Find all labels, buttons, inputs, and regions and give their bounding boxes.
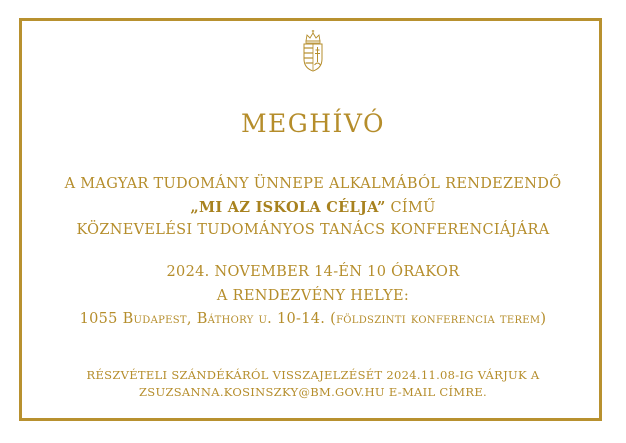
page-title: MEGHÍVÓ	[240, 109, 386, 138]
rsvp-line-2: ZSUZSANNA.KOSINSZKY@BM.GOV.HU E-MAIL CÍMRE.	[138, 385, 487, 399]
conference-title: „MI AZ ISKOLA CÉLJA”	[190, 199, 386, 216]
invitation-border	[19, 18, 602, 421]
hungarian-coat-of-arms-icon	[301, 29, 325, 73]
intro-line-2-rest: CÍMŰ	[390, 200, 436, 216]
venue-address: 1055 Budapest, Báthory u. 10-14. (földszinti konferencia terem)	[79, 311, 547, 327]
event-datetime: 2024. NOVEMBER 14-ÉN 10 ÓRAKOR	[166, 264, 460, 280]
intro-line-3: KÖZNEVELÉSI TUDOMÁNYOS TANÁCS KONFERENCIÁJÁRA	[76, 222, 550, 238]
intro-line-2	[0, 199, 626, 216]
intro-line-1: A MAGYAR TUDOMÁNY ÜNNEPE ALKALMÁBÓL RENDEZENDŐ	[64, 176, 562, 192]
venue-label: A RENDEZVÉNY HELYE:	[216, 288, 410, 304]
rsvp-line-1: RÉSZVÉTELI SZÁNDÉKÁRÓL VISSZAJELZÉSÉT 2024.11.08-IG VÁRJUK A	[86, 368, 540, 382]
